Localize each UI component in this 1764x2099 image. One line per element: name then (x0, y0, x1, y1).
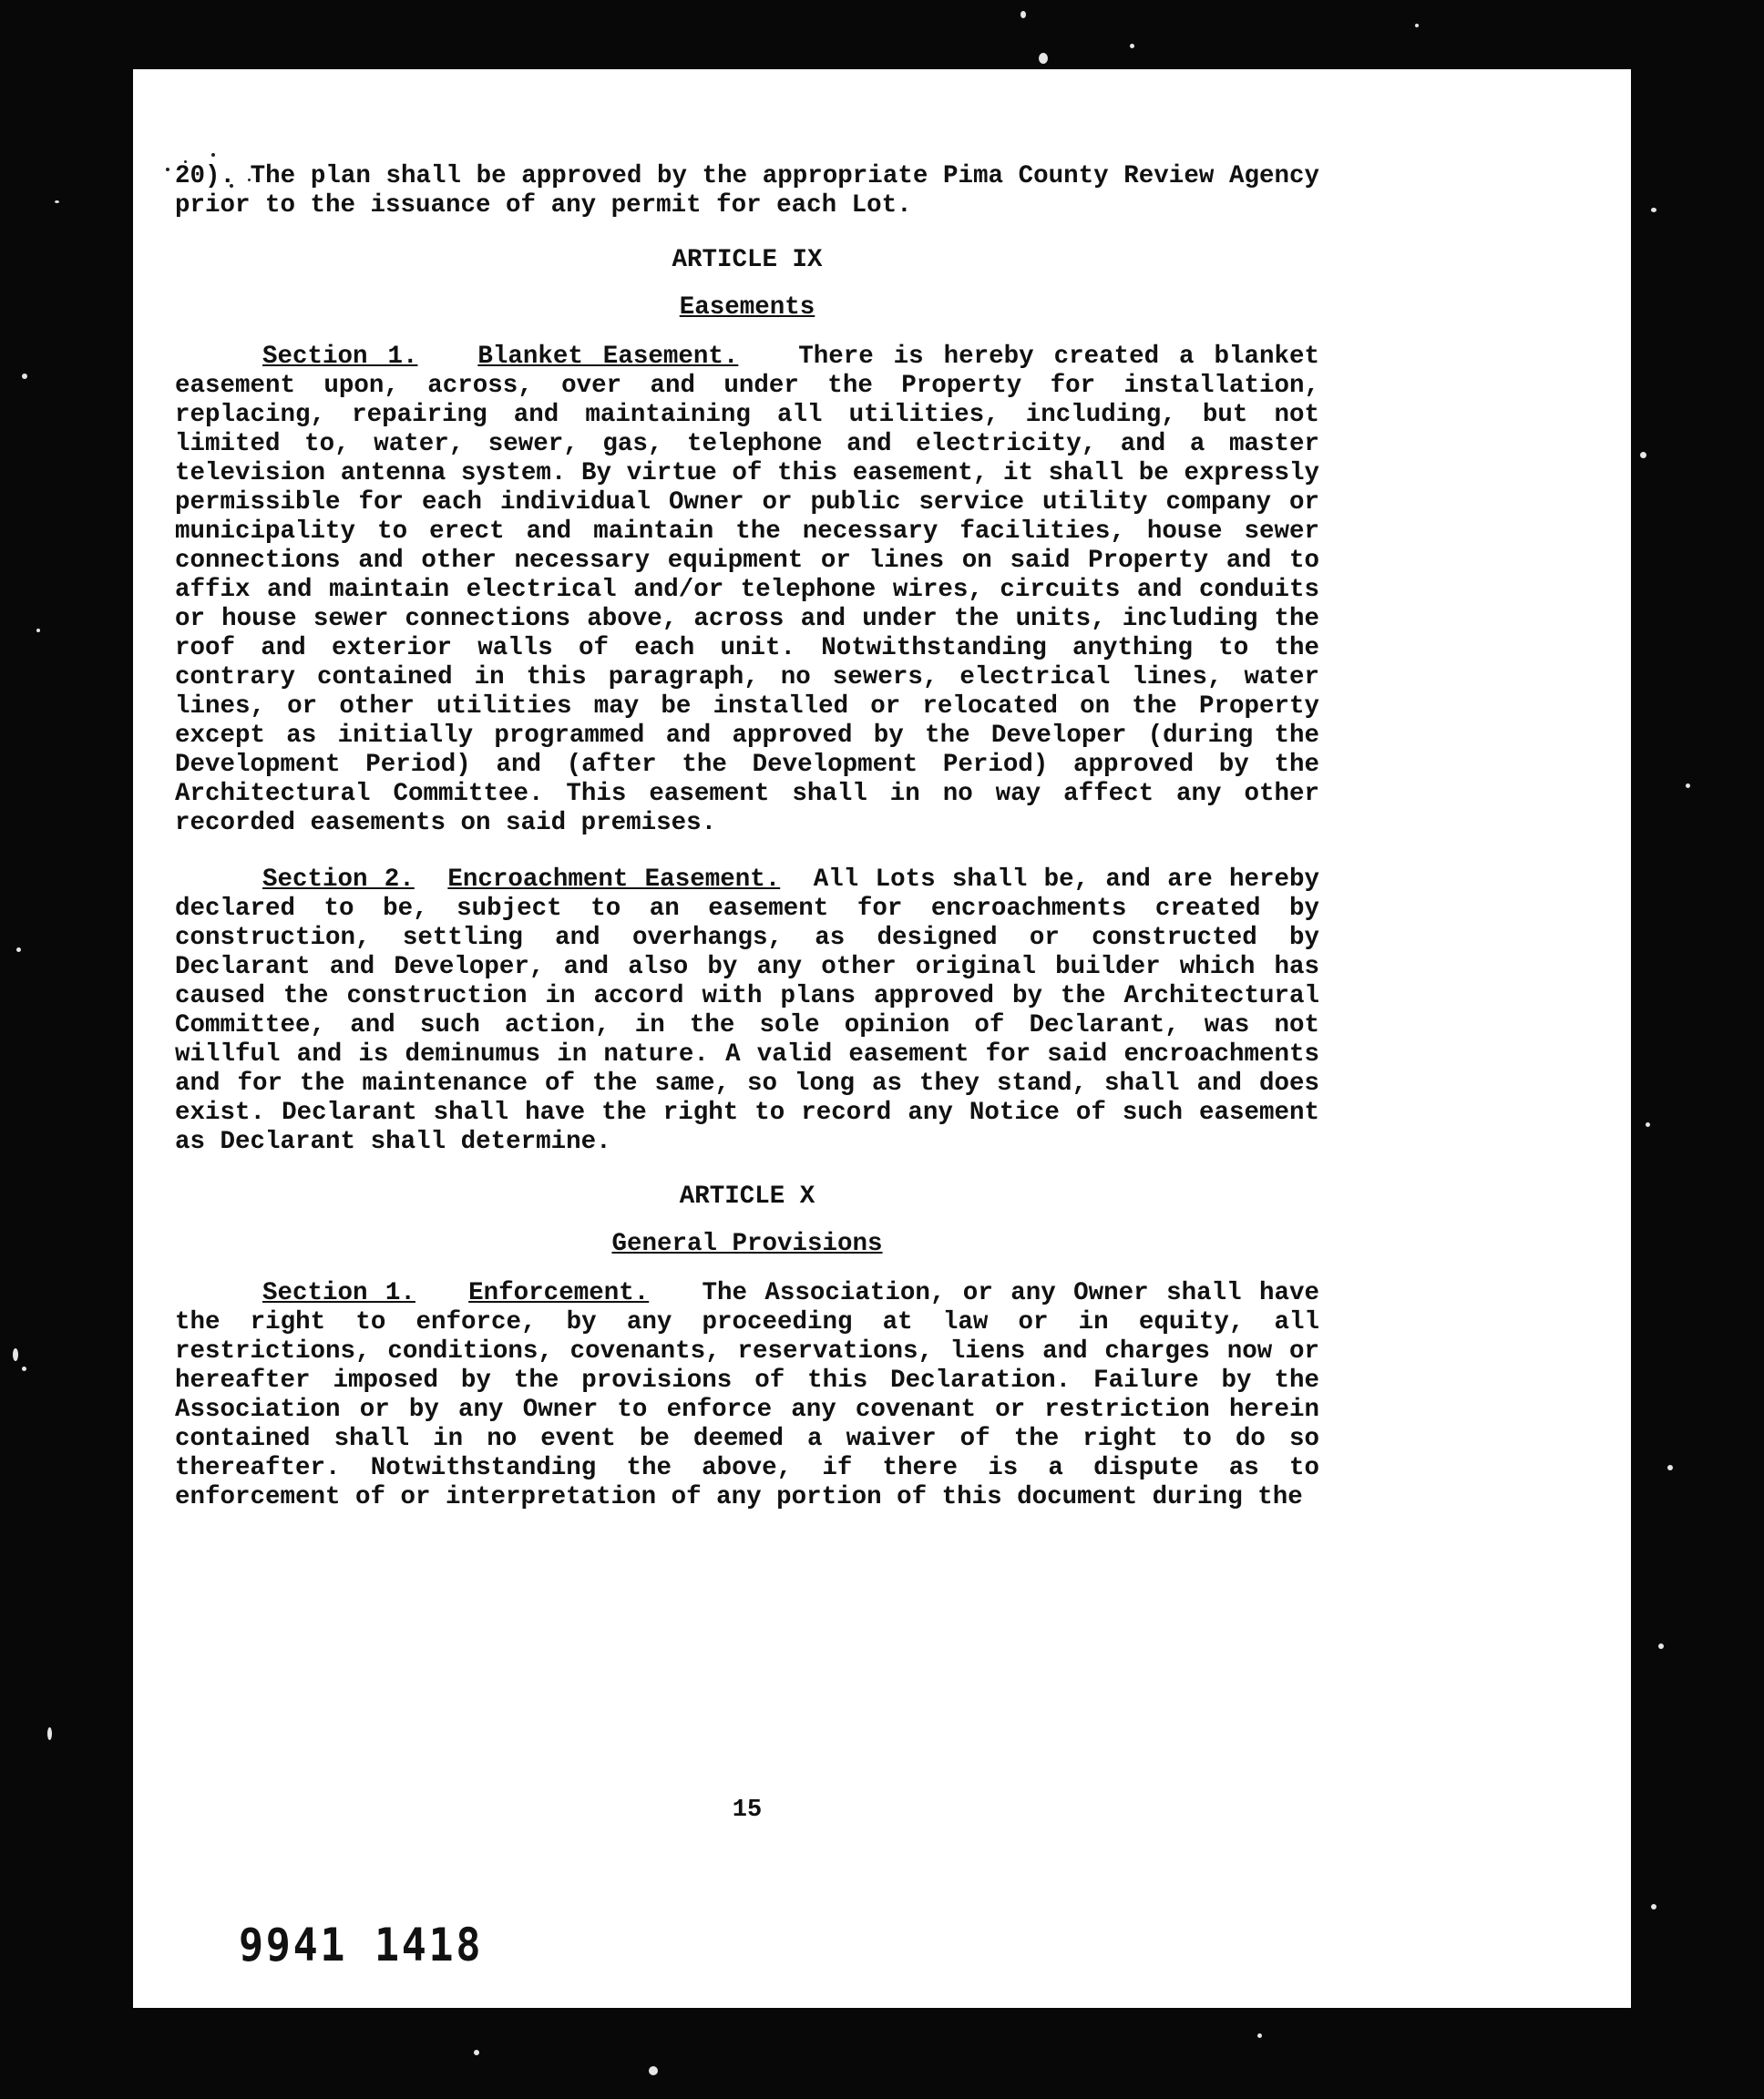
scan-speck (1667, 1465, 1673, 1470)
section-title: Blanket Easement. (477, 343, 739, 371)
declarant-term: Declarant (282, 1099, 417, 1127)
scan-speck (1020, 11, 1026, 18)
article-x-heading: ARTICLE X (679, 1183, 815, 1211)
article-ix-section-1 (175, 343, 1319, 838)
declarant-term: Declarant, (1029, 1011, 1180, 1039)
article-x-section-1 (175, 1279, 1319, 1512)
scan-speck (16, 947, 21, 952)
scan-speck (1658, 1643, 1664, 1649)
article-x-subheading: General Provisions (611, 1230, 883, 1258)
scan-speck (47, 1727, 52, 1740)
scan-speck (1130, 44, 1134, 48)
scan-speck (1646, 1122, 1650, 1127)
page-number: 15 (732, 1797, 763, 1824)
scan-speck (1039, 53, 1048, 64)
document-body (175, 162, 1319, 1512)
section-text: shall have the right to record any Notice of such easement as (175, 1099, 1319, 1156)
scan-speck (1640, 452, 1646, 458)
declarant-term: Declarant (220, 1128, 356, 1156)
scan-speck (1686, 783, 1690, 788)
scan-speck (22, 374, 27, 379)
scan-speck (649, 2066, 658, 2075)
article-ix-heading: ARTICLE IX (672, 246, 823, 274)
section-text: and Developer, and also by any other original builder which has caused the construction in accord with plans approved by the Architectural Committee, and such action, in the sole opinion of (175, 953, 1319, 1039)
page-speck (166, 168, 169, 171)
declarant-term: Declarant (175, 953, 311, 981)
section-label: Section 1. (262, 1279, 415, 1307)
scan-speck (1415, 24, 1419, 27)
continuation-paragraph: 20). The plan shall be approved by the appropriate Pima County Review Agency prior to the issuance of any permit for each Lot. (175, 162, 1319, 220)
article-ix-section-2 (175, 865, 1319, 1157)
scan-speck (1257, 2033, 1262, 2038)
section-title: Enforcement. (468, 1279, 650, 1307)
article-ix-subheading: Easements (679, 293, 815, 322)
section-text: All Lots shall be, and are hereby declared to be, subject to an easement for encroachments created by construction, settling and overhangs, as designed or constructed by (175, 865, 1320, 952)
scan-speck (36, 629, 40, 632)
section-text: was not willful and is deminumus in nature. A valid easement for said encroachments and for the maintenance of the same, so long as they stand, shall and does exist. (175, 1011, 1319, 1127)
page-speck (211, 153, 215, 157)
section-label: Section 1. (262, 343, 418, 371)
scan-speck (13, 1348, 18, 1361)
section-title: Encroachment Easement. (447, 865, 781, 894)
scan-speck (22, 1367, 26, 1371)
scan-speck (1651, 208, 1656, 212)
section-text: shall determine. (370, 1128, 611, 1156)
section-text: The Association, or any Owner shall have the right to enforce, by any proceeding at law or in equity, all restrictions, conditions, covenants, reservations, liens and charges now or hereafter imposed by the provisions of this Declaration. Failure by the Association or by any Owner to enforce any covenant or restriction herein contained shall in no event be deemed a waiver of the right to do so thereafter. Notwithstanding the above, if there is a dispute as to enforcement of or interpretation of any portion of this document during the (175, 1279, 1319, 1511)
recording-stamp-number: 9941 1418 (239, 1919, 484, 1971)
section-text: There is hereby created a blanket easement upon, across, over and under the Property for installation, replacing, repairing and maintaining all utilities, including, but not limited to, water, sewer, gas, telephone and electricity, and a master television antenna system. By virtue of this easement, it shall be expressly permissible for each individual Owner or public service utility company or municipality to erect and maintain the necessary facilities, house sewer connections and other necessary equipment or lines on said Property and to affix and maintain electrical and/or telephone wires, circuits and conduits or house sewer connections above, across and under the units, including the roof and exterior walls of each unit. Notwithstanding anything to the contrary contained in this paragraph, no sewers, electrical lines, water lines, or other utilities may be installed or relocated on the Property except as initially programmed and approved by the Developer (during the Development Period) and (after the Development Period) approved by the Architectural Committee. This easement shall in no way affect any other recorded easements on said premises. (175, 343, 1320, 837)
section-label: Section 2. (262, 865, 415, 894)
scan-speck (1651, 1904, 1656, 1910)
scan-speck (55, 200, 59, 203)
scan-speck (474, 2050, 479, 2055)
